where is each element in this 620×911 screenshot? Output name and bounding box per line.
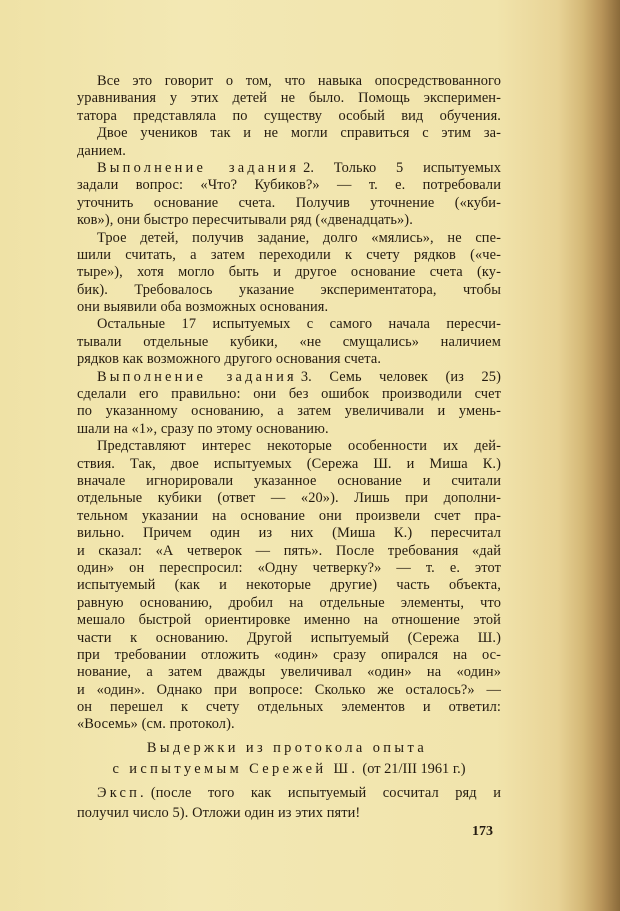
- text-line: [77, 456, 501, 473]
- protocol-text: [77, 783, 501, 823]
- text-line: [77, 803, 501, 823]
- line-text: шали на «1», сразу по этому основанию.: [77, 420, 329, 437]
- text-line: [77, 369, 501, 386]
- text-line: [77, 73, 501, 90]
- text-line: [77, 403, 501, 420]
- text-line: [77, 316, 501, 333]
- text-line: [77, 699, 501, 716]
- line-text: получил число 5). Отложи один из этих пяти!: [77, 805, 361, 821]
- text-line: [77, 334, 501, 351]
- line-text: вильно. Причем один из них (Миша К.) пересчитал: [77, 525, 501, 542]
- text-line: [77, 421, 501, 438]
- line-text: мешало быстрой ориентировке именно на отношение этой: [77, 612, 501, 629]
- spaced-lead: Выполнение задания: [97, 159, 300, 176]
- line-text: ствия. Так, двое испытуемых (Сережа Ш. и Миша К.): [77, 455, 501, 472]
- text-line: [77, 160, 501, 177]
- spaced-lead: Выполнение задания: [97, 368, 297, 385]
- line-text: вначале игнорировали указанное основание и считали: [77, 472, 501, 489]
- spaced-lead: Эксп.: [97, 785, 147, 801]
- section-heading-title: Выдержки из протокола опыта: [146, 740, 428, 756]
- text-line: [77, 630, 501, 647]
- text-line: [77, 595, 501, 612]
- section-heading-line-2: [77, 760, 501, 778]
- text-line: [77, 143, 501, 160]
- line-text: по указанному основанию, а затем увеличивали и умень-: [77, 403, 501, 420]
- line-text: Все это говорит о том, что навыка опосредствованного: [97, 73, 501, 89]
- line-text: рядков как возможного другого основания счета.: [77, 351, 382, 368]
- line-text: уравнивания у этих детей не было. Помощь эксперимен-: [77, 90, 501, 107]
- line-text: он перешел к счету отдельных элементов и ответил:: [77, 699, 501, 716]
- line-text: части к основанию. Другой испытуемый (Сережа Ш.): [77, 629, 501, 646]
- line-text: ков»), они быстро пересчитывали ряд («двенадцать»).: [77, 212, 413, 229]
- line-text: Остальные 17 испытуемых с самого начала пересчи-: [97, 316, 501, 333]
- text-line: [77, 108, 501, 125]
- text-line: [77, 125, 501, 142]
- body-text: [77, 73, 501, 734]
- line-text: сделали его правильно: они без ошибок производили счет: [77, 386, 501, 403]
- line-text: Трое детей, получив задание, долго «мялись», не спе-: [97, 229, 501, 246]
- text-line: [77, 247, 501, 264]
- text-line: [77, 438, 501, 455]
- text-line: [77, 195, 501, 212]
- line-text: бик). Требовалось указание экспериментатора, чтобы: [77, 281, 501, 298]
- text-line: [77, 682, 501, 699]
- text-line: [77, 783, 501, 803]
- line-text: один» он переспросил: «Одну четверку?» — т. е. этот: [77, 559, 501, 576]
- line-text: татора представляла по существу особый вид обучения.: [77, 107, 501, 124]
- text-line: [77, 560, 501, 577]
- line-text: равную основанию, дробил на отдельные элементы, что: [77, 594, 501, 611]
- line-text: задали вопрос: «Что? Кубиков?» — т. е. потребовали: [77, 177, 501, 194]
- line-text: и «один». Однако при вопросе: Сколько же осталось?» —: [77, 681, 501, 698]
- section-heading-date: (от 21/III 1961 г.): [362, 761, 466, 777]
- text-line: [77, 577, 501, 594]
- text-line: [77, 508, 501, 525]
- line-text: и сказал: «А четверок — пять». После требования «дай: [77, 542, 501, 559]
- text-line: [77, 490, 501, 507]
- line-text: испытуемый (как и некоторые другие) часть объекта,: [77, 577, 501, 594]
- text-line: [77, 90, 501, 107]
- text-line: [77, 473, 501, 490]
- text-line: [77, 282, 501, 299]
- line-text: тывали отдельные кубики, «не смущались» наличием: [77, 333, 501, 350]
- line-text: нование, а затем дважды увеличивал «один» на «один»: [77, 664, 501, 681]
- line-text: Представляют интерес некоторые особенности их дей-: [97, 438, 501, 455]
- line-text: они выявили оба возможных основания.: [77, 299, 329, 316]
- text-line: [77, 525, 501, 542]
- text-line: [77, 716, 501, 733]
- line-text: тыре»), хотя могло быть и другое основание счета (ку-: [77, 264, 501, 281]
- text-line: [77, 299, 501, 316]
- line-text: 3. Семь человек (из 25): [300, 368, 501, 385]
- text-line: [77, 351, 501, 368]
- line-text: данием.: [77, 142, 126, 159]
- line-text: Двое учеников так и не могли справиться с этим за-: [97, 125, 501, 142]
- line-text: при требовании отложить «один» сразу опирался на ос-: [77, 646, 501, 663]
- line-text: 2. Только 5 испытуемых: [303, 159, 501, 176]
- text-line: [77, 212, 501, 229]
- section-heading-subject: с испытуемым Сережей Ш.: [112, 761, 359, 777]
- line-text: уточнить основание счета. Получив уточнение («куби-: [77, 194, 501, 211]
- text-line: [77, 177, 501, 194]
- text-line: [77, 386, 501, 403]
- text-line: [77, 230, 501, 247]
- line-text: шили считать, а затем переходили к счету рядков («че-: [77, 246, 501, 263]
- text-line: [77, 264, 501, 281]
- line-text: (после того как испытуемый сосчитал ряд и: [150, 785, 501, 801]
- text-line: [77, 664, 501, 681]
- line-text: отдельные кубики (ответ — «20»). Лишь при дополни-: [77, 490, 501, 507]
- text-line: [77, 612, 501, 629]
- text-line: [77, 647, 501, 664]
- line-text: тельном указании на основание они произвели счет пра-: [77, 507, 501, 524]
- line-text: «Восемь» (см. протокол).: [77, 716, 235, 733]
- page-number: 173: [472, 824, 493, 839]
- section-heading-line-1: [77, 739, 501, 757]
- text-line: [77, 543, 501, 560]
